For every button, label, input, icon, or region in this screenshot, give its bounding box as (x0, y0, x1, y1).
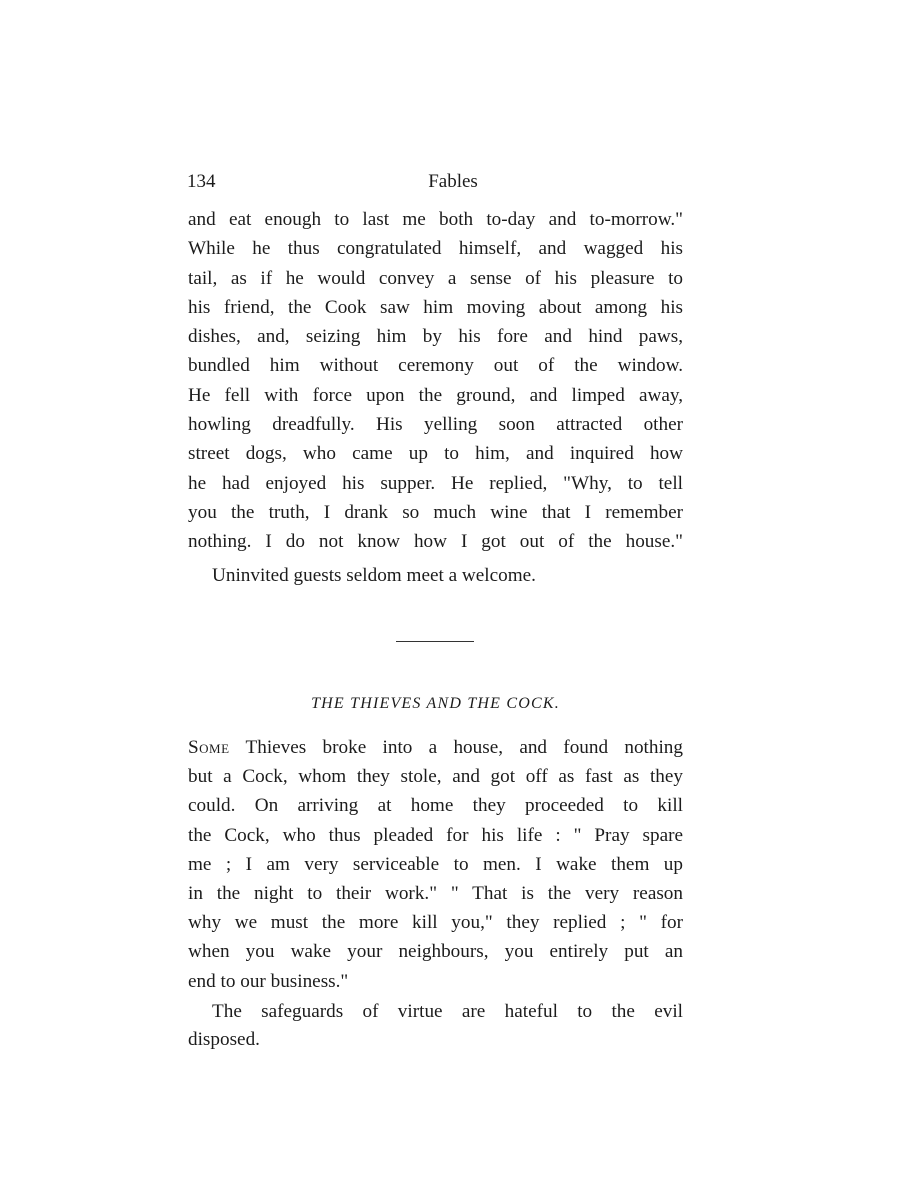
continued-fable-paragraph (188, 205, 683, 557)
text-line: when you wake your neighbours, you entirely put an (188, 941, 683, 963)
text-line: dishes, and, seizing him by his fore and hind paws, (188, 326, 683, 348)
fable-moral: Uninvited guests seldom meet a welcome. (212, 565, 536, 586)
first-line-text: Thieves broke into a house, and found nothing (229, 737, 683, 758)
opening-word: Some (188, 737, 230, 758)
text-line: The safeguards of virtue are hateful to the evil (212, 1001, 683, 1022)
text-line: howling dreadfully. His yelling soon attracted other (188, 414, 683, 436)
running-head: Fables (428, 171, 478, 192)
text-line: the Cock, who thus pleaded for his life : " Pray spare (188, 824, 683, 846)
text-line: why we must the more kill you," they replied ; " for (188, 912, 683, 934)
text-line: street dogs, who came up to him, and inquired how (188, 443, 683, 465)
text-line: He fell with force upon the ground, and limped away, (188, 384, 683, 406)
text-line: and eat enough to last me both to-day and to-morrow." (188, 209, 683, 230)
text-line: tail, as if he would convey a sense of his pleasure to (188, 267, 683, 289)
fable-paragraph (188, 733, 683, 996)
text-line: but a Cock, whom they stole, and got off as fast as they (188, 766, 683, 788)
fable-moral (188, 998, 683, 1054)
text-line: in the night to their work." " That is the very reason (188, 883, 683, 905)
text-line: While he thus congratulated himself, and wagged his (188, 238, 683, 260)
text-line: his friend, the Cook saw him moving about among his (188, 296, 683, 318)
text-line: nothing. I do not know how I got out of the house." (188, 531, 683, 553)
fable-title: THE THIEVES AND THE COCK. (311, 695, 560, 712)
first-text-line (188, 733, 683, 762)
page-number: 134 (187, 171, 216, 192)
text-line: end to our business." (188, 970, 349, 992)
text-line: you the truth, I drank so much wine that I remember (188, 501, 683, 523)
section-divider (396, 641, 474, 642)
text-line: could. On arriving at home they proceeded to kill (188, 795, 683, 817)
text-line: bundled him without ceremony out of the window. (188, 355, 683, 377)
text-line: disposed. (188, 1029, 260, 1050)
text-line: he had enjoyed his supper. He replied, "Why, to tell (188, 472, 683, 494)
text-line: me ; I am very serviceable to men. I wake them up (188, 853, 683, 875)
